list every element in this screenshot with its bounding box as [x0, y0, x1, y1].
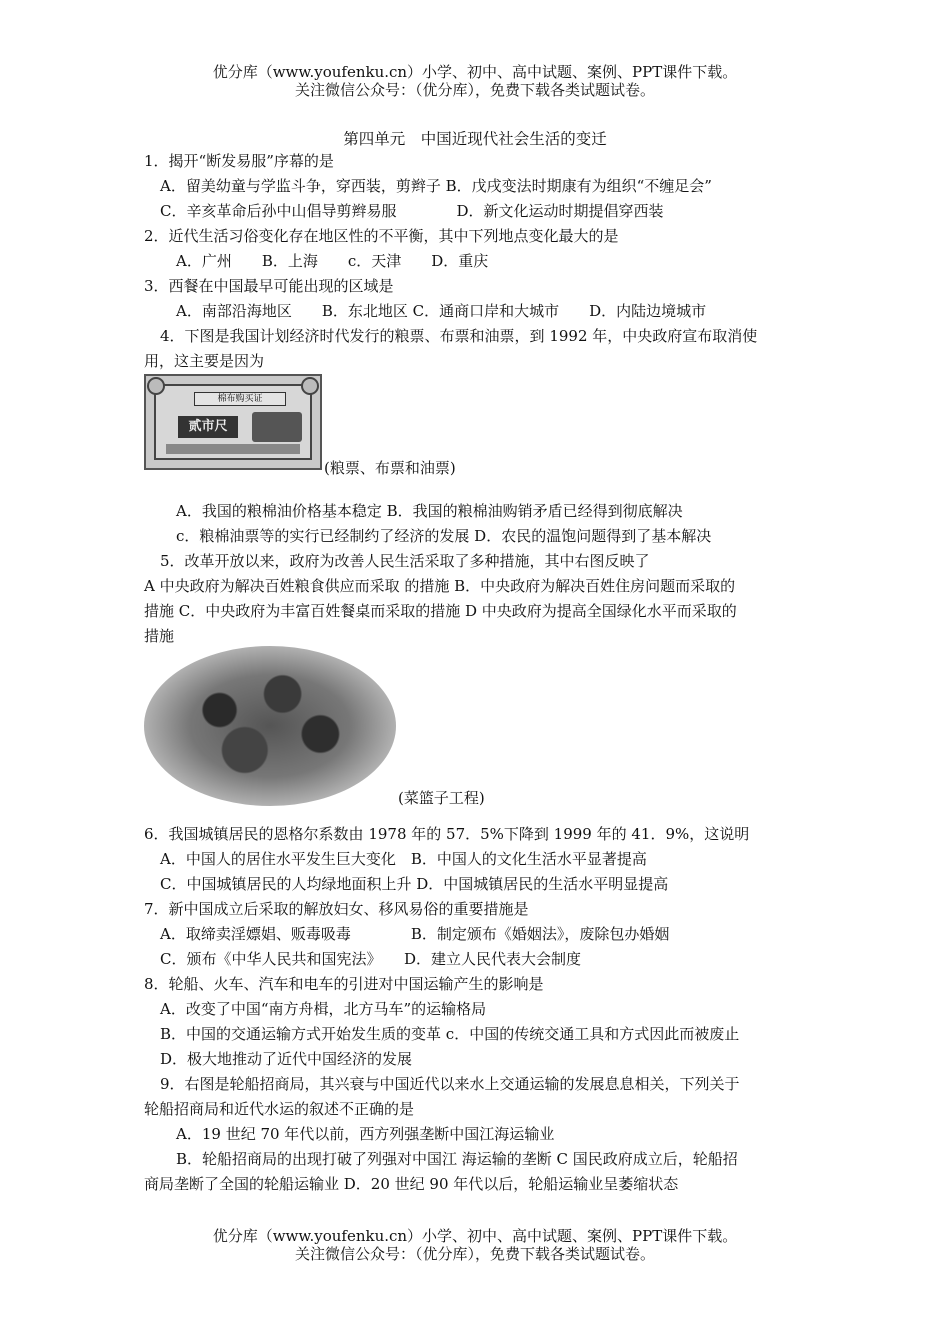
- q9-options-bc: B．轮船招商局的出现打破了列强对中国江 海运输的垄断 C 国民政府成立后，轮船招: [176, 1150, 738, 1168]
- ration-ticket-image: [144, 374, 322, 470]
- question-1: 1．揭开“断发易服”序幕的是: [144, 152, 334, 170]
- q1-options-ab: A．留美幼童与学监斗争，穿西装，剪辫子 B．戊戌变法时期康有为组织“不缠足会”: [160, 177, 712, 195]
- q4-options-cd: c．粮棉油票等的实行已经制约了经济的发展 D．农民的温饱问题得到了基本解决: [176, 527, 712, 545]
- q7-options-ab: A．取缔卖淫嫖娼、贩毒吸毒 B．制定颁布《婚姻法》，废除包办婚姻: [160, 925, 670, 943]
- question-4: 4．下图是我国计划经济时代发行的粮票、布票和油票，到 1992 年，中央政府宣布取消使: [160, 327, 758, 345]
- question-5: 5．改革开放以来，政府为改善人民生活采取了多种措施，其中右图反映了: [160, 552, 650, 570]
- ticket-value: 贰市尺: [178, 416, 238, 438]
- q5-options-line-1: A 中央政府为解决百姓粮食供应而采取 的措施 B．中央政府为解决百姓住房问题而采取的: [144, 577, 736, 595]
- question-9-cont: 轮船招商局和近代水运的叙述不正确的是: [144, 1100, 415, 1118]
- q8-option-d: D．极大地推动了近代中国经济的发展: [160, 1050, 413, 1068]
- question-3: 3．西餐在中国最早可能出现的区域是: [144, 277, 394, 295]
- header-line-2: 关注微信公众号：（优分库），免费下载各类试题试卷。: [294, 81, 655, 99]
- question-2: 2．近代生活习俗变化存在地区性的不平衡，其中下列地点变化最大的是: [144, 227, 619, 245]
- q5-options-line-3: 措施: [144, 627, 175, 645]
- footer-line-1: 优分库（www.youfenku.cn）小学、初中、高中试题、案例、PPT课件下载。: [212, 1227, 738, 1245]
- q7-options-cd: C．颁布《中华人民共和国宪法》 D．建立人民代表大会制度: [160, 950, 582, 968]
- ticket-heading: 棉布购买证: [194, 392, 286, 406]
- q2-options: A．广州 B．上海 c．天津 D．重庆: [176, 252, 489, 270]
- q8-option-a: A．改变了中国“南方舟楫，北方马车”的运输格局: [160, 1000, 487, 1018]
- q9-option-a: A．19 世纪 70 年代以前，西方列强垄断中国江海运输业: [176, 1125, 555, 1143]
- q3-options: A．南部沿海地区 B．东北地区 C．通商口岸和大城市 D．内陆边境城市: [176, 302, 707, 320]
- question-7: 7．新中国成立后采取的解放妇女、移风易俗的重要措施是: [144, 900, 529, 918]
- question-9: 9．右图是轮船招商局，其兴衰与中国近代以来水上交通运输的发展息息相关，下列关于: [160, 1075, 740, 1093]
- ticket-footer-band: [166, 444, 300, 454]
- question-6: 6．我国城镇居民的恩格尔系数由 1978 年的 57．5%下降到 1999 年的 41．9%，这说明: [144, 825, 750, 843]
- q9-options-cd: 商局垄断了全国的轮船运输业 D．20 世纪 90 年代以后，轮船运输业呈萎缩状态: [144, 1175, 679, 1193]
- truck-illustration: [252, 412, 302, 442]
- footer-line-2: 关注微信公众号：（优分库），免费下载各类试题试卷。: [294, 1245, 655, 1263]
- vegetable-basket-photo: [144, 646, 396, 806]
- question-4-cont: 用，这主要是因为: [144, 352, 265, 370]
- q8-options-bc: B．中国的交通运输方式开始发生质的变革 c．中国的传统交通工具和方式因此而被废止: [160, 1025, 740, 1043]
- question-8: 8．轮船、火车、汽车和电车的引进对中国运输产生的影响是: [144, 975, 544, 993]
- unit-title: 第四单元 中国近现代社会生活的变迁: [343, 130, 607, 148]
- ticket-corner-ornament: [301, 377, 319, 395]
- q5-options-line-2: 措施 C．中央政府为丰富百姓餐桌而采取的措施 D 中央政府为提高全国绿化水平而采取的: [144, 602, 737, 620]
- figure-2-caption: (菜篮子工程): [398, 789, 485, 807]
- header-line-1: 优分库（www.youfenku.cn）小学、初中、高中试题、案例、PPT课件下载。: [212, 63, 738, 81]
- q1-options-cd: C．辛亥革命后孙中山倡导剪辫易服 D．新文化运动时期提倡穿西装: [160, 202, 664, 220]
- q6-options-ab: A．中国人的居住水平发生巨大变化 B．中国人的文化生活水平显著提高: [160, 850, 647, 868]
- q6-options-cd: C．中国城镇居民的人均绿地面积上升 D．中国城镇居民的生活水平明显提高: [160, 875, 669, 893]
- q4-options-ab: A．我国的粮棉油价格基本稳定 B．我国的粮棉油购销矛盾已经得到彻底解决: [176, 502, 683, 520]
- figure-1-caption: (粮票、布票和油票): [324, 459, 456, 477]
- ticket-corner-ornament: [147, 377, 165, 395]
